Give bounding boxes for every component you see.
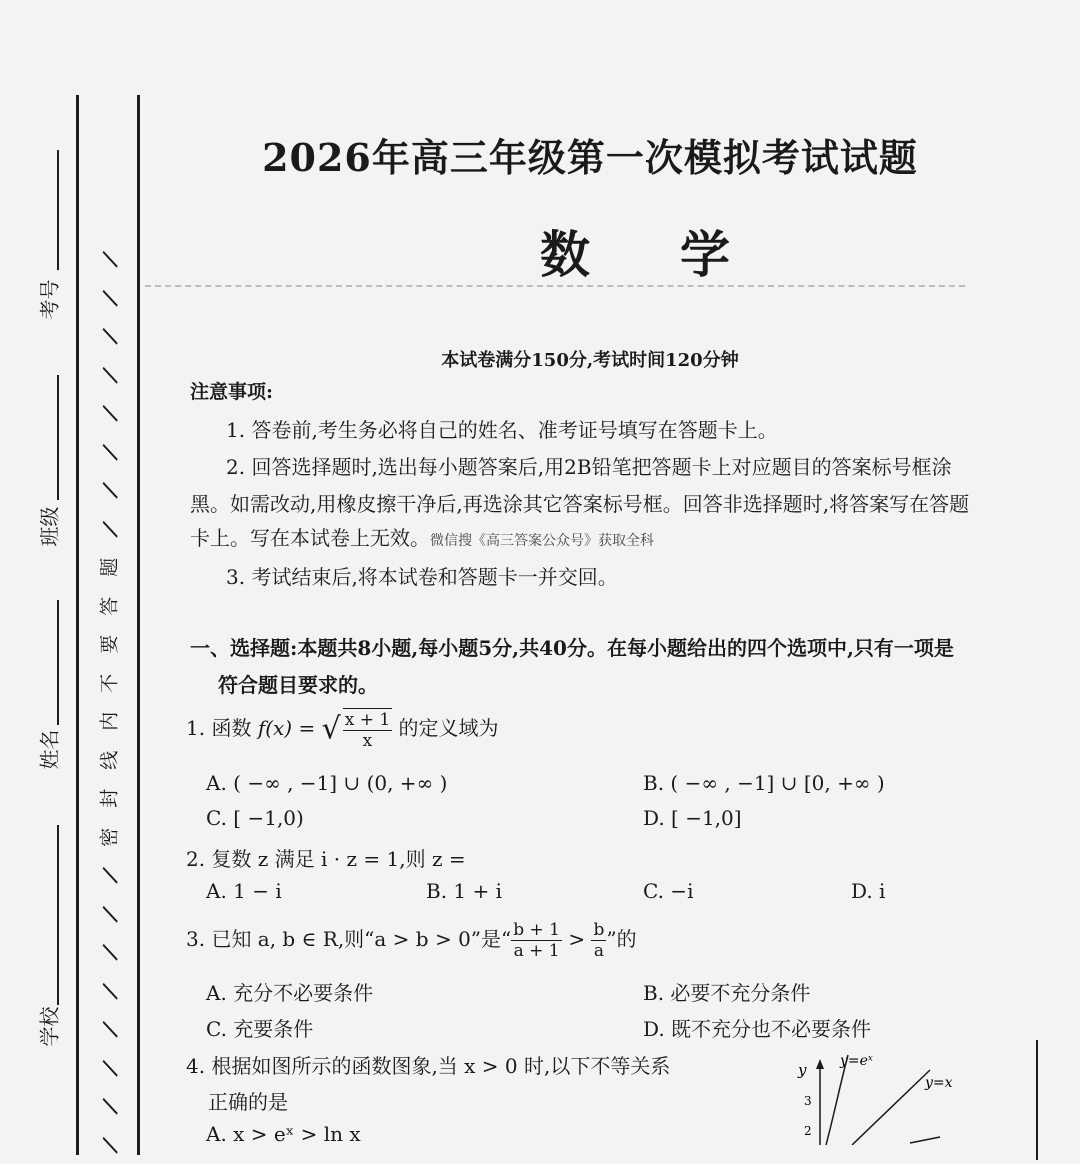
- q3-fraction-1: [511, 920, 562, 961]
- watermark-text: 微信搜《高三答案公众号》获取全科: [430, 533, 654, 549]
- q3-option-c: C. 充要条件: [206, 1017, 314, 1041]
- q1-prefix: 1. 函数: [186, 716, 252, 740]
- q1-fraction: [343, 710, 392, 751]
- q1-radicand: [343, 708, 392, 751]
- notice-item-2-text: 卡上。写在本试卷上无效。: [190, 526, 430, 550]
- q1-option-b: B. ( −∞ , −1] ∪ [0, +∞ ): [643, 771, 885, 795]
- section-1-heading-cont: 符合题目要求的。: [218, 673, 378, 697]
- seal-line-column: / / / / / / / / 题 答 要 不 内 线 封 密 / / / / / / / /: [95, 240, 125, 1164]
- q2-option-b: B. 1 + i: [426, 879, 503, 903]
- seal-char: 线: [98, 750, 121, 770]
- divider: [145, 285, 965, 291]
- exam-info: 本试卷满分150分,考试时间120分钟: [441, 350, 739, 371]
- q2-option-c: C. −i: [643, 879, 694, 903]
- section-1-heading: 一、选择题:本题共8小题,每小题5分,共40分。在每小题给出的四个选项中,只有一项是: [190, 636, 954, 660]
- page-edge-rule: [1036, 1040, 1038, 1160]
- seal-char: 题: [98, 557, 121, 577]
- tick-label-3: 3: [804, 1094, 812, 1108]
- exam-no-line: [57, 150, 59, 270]
- q3-option-b: B. 必要不充分条件: [643, 981, 811, 1005]
- notice-item-2-line-3: [190, 522, 654, 551]
- q1-option-a: A. ( −∞ , −1] ∪ (0, +∞ ): [206, 771, 448, 795]
- sqrt-symbol: √: [321, 711, 341, 747]
- seal-char: 要: [98, 634, 121, 654]
- q3-option-a: A. 充分不必要条件: [206, 981, 374, 1005]
- seal-char: 不: [98, 673, 121, 693]
- binding-rule-left: [76, 95, 79, 1155]
- curve-log: [910, 1137, 940, 1143]
- q2-option-a: A. 1 − i: [206, 879, 282, 903]
- y-axis-label: y: [798, 1061, 807, 1079]
- subject-title: 数学: [540, 225, 820, 284]
- q3-numerator-1: b + 1: [513, 920, 560, 940]
- notice-item-2-line-1: 2. 回答选择题时,选出每小题答案后,用2B铅笔把答题卡上对应题目的答案标号框涂: [226, 455, 952, 479]
- q4-option-a: A. x > eˣ > ln x: [206, 1122, 361, 1146]
- seal-char: 封: [98, 788, 121, 808]
- question-2-stem: 2. 复数 z 满足 i · z = 1,则 z =: [186, 847, 466, 871]
- notice-item-3: 3. 考试结束后,将本试卷和答题卡一并交回。: [226, 565, 618, 589]
- class-line: [57, 375, 59, 500]
- notice-heading: 注意事项:: [190, 381, 274, 403]
- q1-suffix: 的定义域为: [398, 716, 499, 740]
- notice-item-2-line-2: 黑。如需改动,用橡皮擦干净后,再选涂其它答案标号框。回答非选择题时,将答案写在答题: [190, 492, 970, 516]
- curve-label-identity: y=x: [925, 1075, 953, 1091]
- seal-char: 密: [98, 827, 121, 847]
- q1-numerator: x + 1: [344, 710, 391, 730]
- curve-label-exp: y=eˣ: [840, 1053, 873, 1069]
- seal-char: 内: [98, 711, 121, 731]
- q3-numerator-2: b: [593, 920, 605, 940]
- question-1-stem: [186, 708, 499, 751]
- q4-function-graph: [790, 1045, 990, 1145]
- curve-exp: [826, 1055, 848, 1145]
- q1-option-c: C. [ −1,0): [206, 806, 304, 830]
- name-line: [57, 600, 59, 725]
- y-axis-arrow: [816, 1059, 824, 1069]
- class-label: 班级: [37, 506, 62, 547]
- tick-label-2: 2: [804, 1124, 812, 1138]
- school-label: 学校: [37, 1006, 62, 1047]
- q1-function: f(x) =: [257, 716, 316, 740]
- q3-fraction-2: [591, 920, 606, 961]
- line-identity: [852, 1070, 930, 1145]
- exam-title: 2026年高三年级第一次模拟考试试题: [262, 135, 918, 180]
- question-3-stem: [186, 918, 637, 961]
- seal-char: 答: [98, 596, 121, 616]
- q3-greater-than: >: [568, 927, 586, 951]
- school-line: [57, 825, 59, 1005]
- q3-prefix: 3. 已知 a, b ∈ R,则“a > b > 0”是“: [186, 927, 512, 951]
- q1-denominator: x: [362, 731, 373, 751]
- q1-option-d: D. [ −1,0]: [643, 806, 742, 830]
- q3-denominator-1: a + 1: [513, 941, 560, 961]
- q3-option-d: D. 既不充分也不必要条件: [643, 1017, 872, 1041]
- q3-denominator-2: a: [593, 941, 604, 961]
- exam-no-label: 考号: [37, 279, 62, 320]
- question-4-stem: 4. 根据如图所示的函数图象,当 x > 0 时,以下不等关系: [186, 1054, 671, 1078]
- question-4-stem-cont: 正确的是: [208, 1090, 288, 1114]
- q3-suffix: ”的: [606, 927, 637, 951]
- q2-option-d: D. i: [851, 879, 886, 903]
- notice-item-1: 1. 答卷前,考生务必将自己的姓名、准考证号填写在答题卡上。: [226, 418, 778, 442]
- name-label: 姓名: [37, 729, 62, 770]
